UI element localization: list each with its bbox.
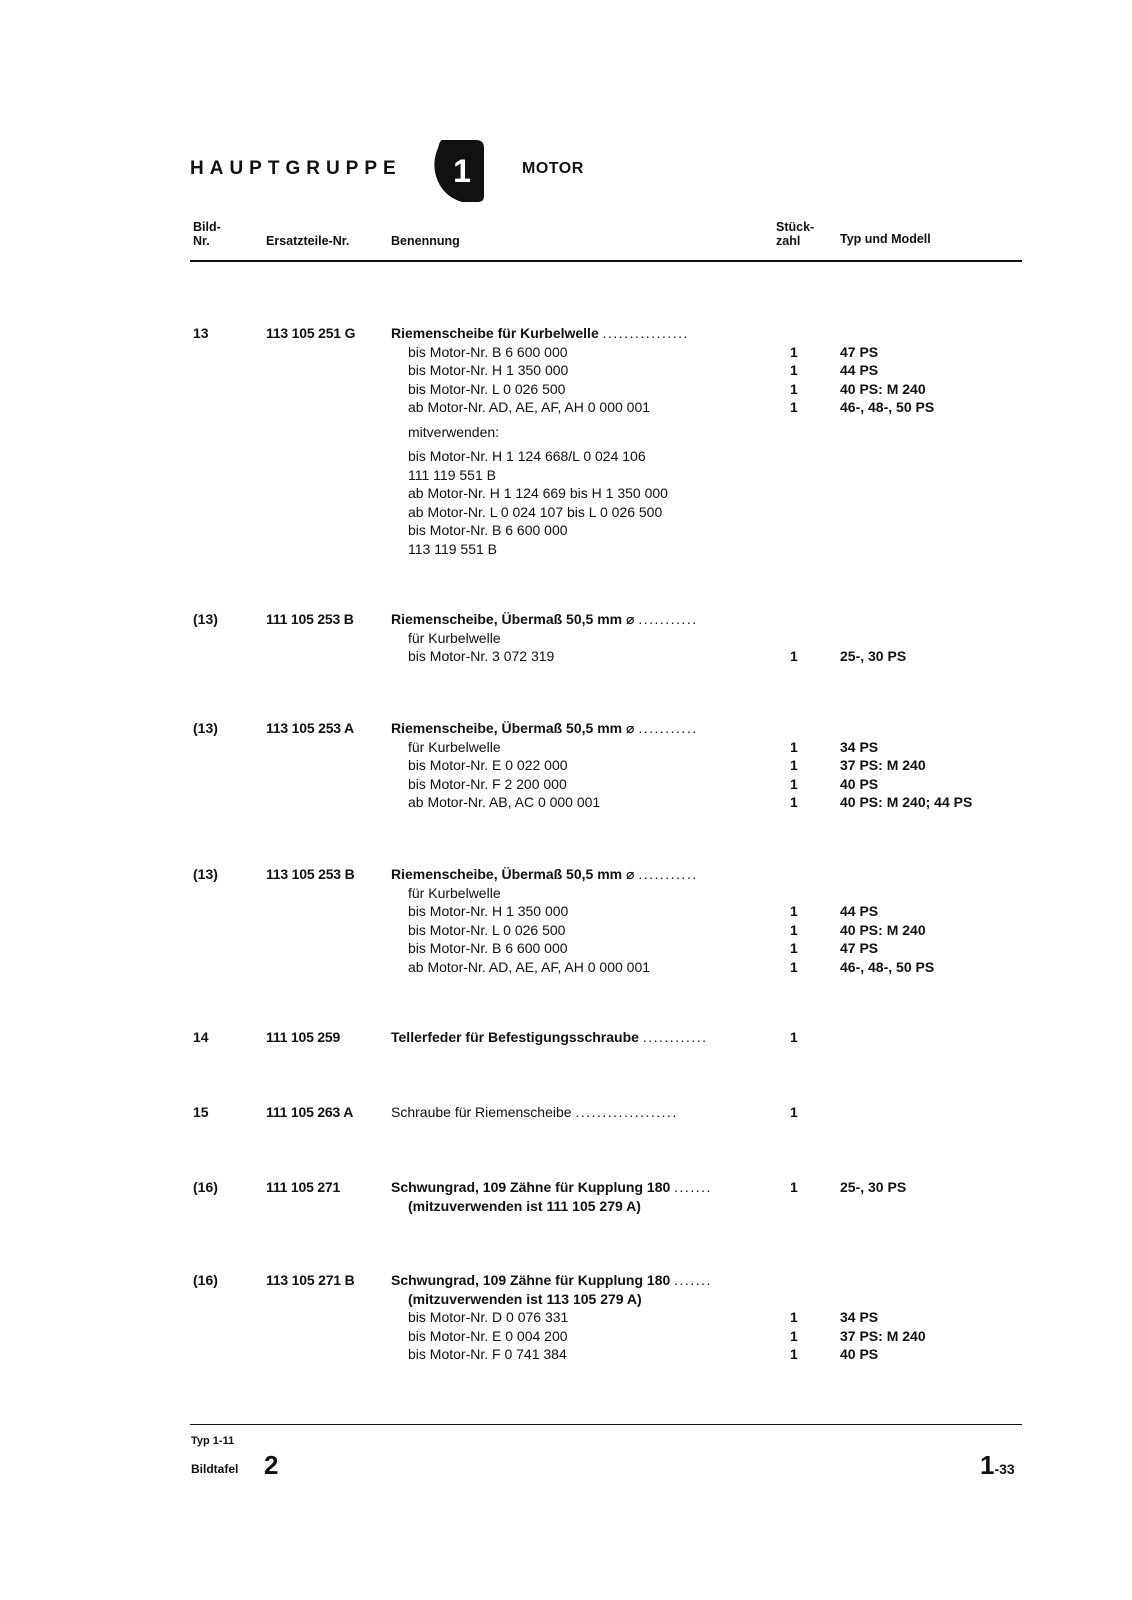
entry-line: ab Motor-Nr. AD, AE, AF, AH 0 000 001 <box>408 958 651 975</box>
entry-title: Riemenscheibe, Übermaß 50,5 mm ⌀ <box>391 866 635 882</box>
entry-description <box>391 719 771 812</box>
entry-qty: 1 <box>790 940 798 956</box>
header-rule <box>190 260 1022 262</box>
entry-note-line: 111 119 551 B <box>408 466 496 483</box>
entry-qty: 1 <box>790 1327 798 1344</box>
col-model: Typ und Modell <box>840 232 931 246</box>
entry-line: bis Motor-Nr. B 6 600 000 <box>408 343 568 360</box>
entry-line: bis Motor-Nr. F 2 200 000 <box>408 775 567 792</box>
entry-part-no: 111 105 253 B <box>266 611 354 627</box>
entry-leader-dots: ................... <box>575 1104 678 1120</box>
entry-qty: 1 <box>790 738 798 755</box>
entry-line: bis Motor-Nr. H 1 350 000 <box>408 362 569 378</box>
entry-title: Riemenscheibe, Übermaß 50,5 mm ⌀ <box>391 611 635 627</box>
entry-model: 40 PS: M 240 <box>840 921 926 938</box>
entry-model: 40 PS <box>840 1346 879 1362</box>
entry-model: 47 PS <box>840 940 879 956</box>
entry-title: Riemenscheibe, Übermaß 50,5 mm ⌀ <box>391 720 635 736</box>
entry-model: 44 PS <box>840 903 879 919</box>
entry-model: 34 PS <box>840 1309 879 1325</box>
footer-rule <box>190 1424 1022 1425</box>
entry-qty: 1 <box>790 958 798 975</box>
entry-line: ab Motor-Nr. AB, AC 0 000 001 <box>408 794 601 810</box>
entry-line: bis Motor-Nr. 3 072 319 <box>408 648 555 664</box>
entry-leader-dots: ................ <box>602 325 689 341</box>
entry-leader-dots: ....... <box>674 1272 712 1288</box>
entry-part-no: 111 105 263 A <box>266 1104 354 1120</box>
entry-line: bis Motor-Nr. E 0 022 000 <box>408 757 568 773</box>
entry-model-col <box>840 738 972 812</box>
entry-qty-col <box>790 1103 798 1122</box>
entry-model: 37 PS: M 240 <box>840 1327 926 1344</box>
entry-bild-nr: (13) <box>193 866 218 882</box>
entry-model: 25-, 30 PS <box>840 648 907 664</box>
entry-leader-dots: ............ <box>642 1029 708 1045</box>
entry-line: bis Motor-Nr. L 0 026 500 <box>408 921 566 938</box>
entry-part-no: 113 105 253 B <box>266 866 355 882</box>
entry-qty: 1 <box>790 380 798 397</box>
page-number-sub: -33 <box>994 1461 1015 1477</box>
entry-part-no: 113 105 271 B <box>266 1272 355 1288</box>
group-number: 1 <box>453 153 471 189</box>
entry-qty: 1 <box>790 757 798 773</box>
group-name: MOTOR <box>522 160 584 177</box>
footer-bildtafel-number: 2 <box>264 1450 279 1480</box>
entry-bild-nr: 15 <box>193 1104 209 1120</box>
entry-description <box>391 1028 771 1047</box>
entry-note-heading: mitverwenden: <box>408 423 500 440</box>
entry-description <box>391 1103 771 1122</box>
entry-title: Schraube für Riemenscheibe <box>391 1104 572 1120</box>
entry-qty-col <box>790 738 798 812</box>
entry-qty-col <box>790 343 798 417</box>
entry-note-line: 113 119 551 B <box>408 540 498 557</box>
col-part-no: Ersatzteile-Nr. <box>266 234 350 248</box>
entry-line: bis Motor-Nr. E 0 004 200 <box>408 1327 568 1344</box>
entry-line: für Kurbelwelle <box>408 629 501 646</box>
entry-model: 37 PS: M 240 <box>840 757 926 773</box>
entry-model: 40 PS: M 240; 44 PS <box>840 794 973 810</box>
footer-typ: Typ 1-11 <box>191 1435 235 1447</box>
entry-note-line: bis Motor-Nr. H 1 124 668/L 0 024 106 <box>408 448 646 464</box>
col-bild-nr <box>193 220 221 248</box>
entry-qty: 1 <box>790 1179 798 1195</box>
entry-qty-col <box>790 1308 798 1364</box>
entry-qty: 1 <box>790 1029 798 1045</box>
col-qty-line1: Stück- <box>776 220 815 234</box>
entry-description <box>391 1271 771 1364</box>
entry-qty-col <box>790 647 798 666</box>
entry-line: bis Motor-Nr. L 0 026 500 <box>408 380 566 397</box>
entry-note-line: bis Motor-Nr. B 6 600 000 <box>408 522 568 538</box>
entry-bild-nr: 13 <box>193 325 209 341</box>
entry-description <box>391 324 771 558</box>
footer-bildtafel-label: Bildtafel <box>191 1462 239 1476</box>
entry-qty: 1 <box>790 775 798 792</box>
entry-part-no: 113 105 251 G <box>266 325 356 341</box>
group-label: HAUPTGRUPPE <box>190 158 402 179</box>
entry-line: bis Motor-Nr. B 6 600 000 <box>408 940 568 956</box>
entry-description <box>391 865 771 976</box>
entry-leader-dots: ........... <box>638 611 698 627</box>
group-number-badge <box>432 136 488 204</box>
entry-model: 25-, 30 PS <box>840 1179 907 1195</box>
entry-part-no: 111 105 259 <box>266 1029 341 1045</box>
col-bild-nr-line2: Nr. <box>193 234 210 248</box>
entry-model: 46-, 48-, 50 PS <box>840 958 935 975</box>
entry-model: 44 PS <box>840 362 879 378</box>
entry-qty: 1 <box>790 399 798 415</box>
col-qty-line2: zahl <box>776 234 801 248</box>
entry-line: für Kurbelwelle <box>408 884 501 901</box>
entry-model-col <box>840 343 934 417</box>
entry-line: für Kurbelwelle <box>408 738 501 755</box>
entry-note-line: ab Motor-Nr. H 1 124 669 bis H 1 350 000 <box>408 485 668 501</box>
col-qty <box>776 220 814 248</box>
entry-qty: 1 <box>790 362 798 378</box>
entry-qty-col <box>790 1178 798 1197</box>
entry-qty: 1 <box>790 1309 798 1325</box>
entry-line: bis Motor-Nr. D 0 076 331 <box>408 1309 569 1325</box>
entry-qty-col <box>790 902 798 976</box>
entry-description <box>391 610 771 666</box>
entry-qty: 1 <box>790 648 798 664</box>
entry-part-no: 111 105 271 <box>266 1179 341 1195</box>
entry-model: 40 PS: M 240 <box>840 380 926 397</box>
page-number-main: 1 <box>980 1450 995 1480</box>
entry-line: ab Motor-Nr. AD, AE, AF, AH 0 000 001 <box>408 399 651 415</box>
entry-bild-nr: (16) <box>193 1179 218 1195</box>
entry-title: Riemenscheibe für Kurbelwelle <box>391 325 599 341</box>
entry-line: bis Motor-Nr. F 0 741 384 <box>408 1346 567 1362</box>
entry-model-col <box>840 902 934 976</box>
col-bild-nr-line1: Bild- <box>193 220 221 234</box>
entry-model-col <box>840 1308 926 1364</box>
entry-bild-nr: 14 <box>193 1029 209 1045</box>
entry-line: (mitzuverwenden ist 111 105 279 A) <box>408 1197 641 1214</box>
entry-qty: 1 <box>790 1104 798 1120</box>
entry-title: Tellerfeder für Befestigungsschraube <box>391 1029 639 1045</box>
entry-leader-dots: ........... <box>638 866 698 882</box>
col-name: Benennung <box>391 234 460 248</box>
entry-note-line: ab Motor-Nr. L 0 024 107 bis L 0 026 500 <box>408 503 663 520</box>
entry-qty: 1 <box>790 1346 798 1362</box>
entry-leader-dots: ....... <box>674 1179 712 1195</box>
entry-qty: 1 <box>790 903 798 919</box>
entry-model: 47 PS <box>840 343 879 360</box>
entry-qty: 1 <box>790 794 798 810</box>
entry-description <box>391 1178 771 1215</box>
entry-model-col <box>840 1178 906 1197</box>
entry-qty: 1 <box>790 343 798 360</box>
entry-model: 46-, 48-, 50 PS <box>840 399 935 415</box>
page-number <box>980 1450 1015 1481</box>
entry-leader-dots: ........... <box>638 720 698 736</box>
entry-title: Schwungrad, 109 Zähne für Kupplung 180 <box>391 1272 671 1288</box>
entry-bild-nr: (16) <box>193 1272 218 1288</box>
entry-model: 40 PS <box>840 775 879 792</box>
entry-model: 34 PS <box>840 738 879 755</box>
entry-model-col <box>840 647 906 666</box>
entry-bild-nr: (13) <box>193 720 218 736</box>
entry-line: bis Motor-Nr. H 1 350 000 <box>408 903 569 919</box>
entry-title: Schwungrad, 109 Zähne für Kupplung 180 <box>391 1179 671 1195</box>
entry-line: (mitzuverwenden ist 113 105 279 A) <box>408 1290 642 1307</box>
entry-qty: 1 <box>790 921 798 938</box>
entry-bild-nr: (13) <box>193 611 218 627</box>
entry-qty-col <box>790 1028 798 1047</box>
entry-part-no: 113 105 253 A <box>266 720 354 736</box>
group-badge-shape <box>432 136 488 204</box>
